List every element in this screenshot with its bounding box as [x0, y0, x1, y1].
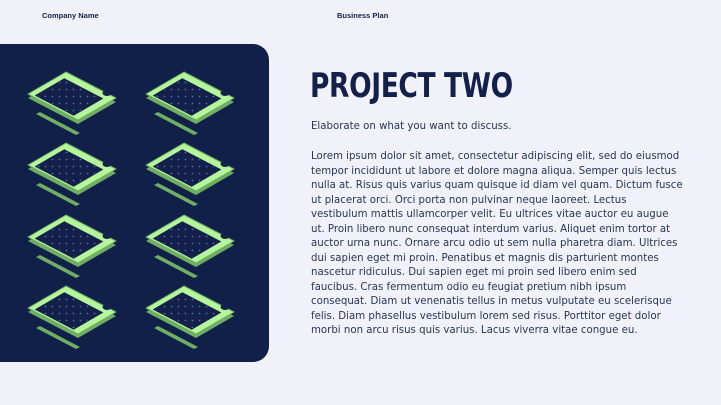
tablet-icon	[146, 72, 234, 135]
illustration-panel	[0, 44, 269, 362]
tablet-icon	[28, 72, 116, 135]
tablet-icon	[28, 143, 116, 206]
tablet-icon	[146, 143, 234, 206]
tablet-icon	[146, 286, 234, 349]
tablet-icon	[146, 215, 234, 278]
tablet-icon	[28, 286, 116, 349]
slide-subtitle: Elaborate on what you want to discuss.	[311, 121, 512, 132]
tablet-icon	[28, 215, 116, 278]
tablet-pattern-illustration	[0, 44, 269, 362]
company-name: Company Name	[42, 11, 99, 20]
slide-title: PROJECT TWO	[310, 66, 513, 106]
document-name: Business Plan	[337, 11, 389, 20]
slide-body-text: Lorem ipsum dolor sit amet, consectetur adipiscing elit, sed do eiusmod tempor incididunt ut labore et dolore magna aliqua. Semper quis lectus nulla at. Risus quis varius quam quisque id diam vel quam. Dictum fusce ut placerat orci. Orci porta non pulvinar neque laoreet. Lectus vestibulum mattis ullamcorper velit. Eu ultrices vitae auctor eu augue ut. Proin libero nunc consequat interdum varius. Aliquet enim tortor at auctor urna nunc. Ornare arcu odio ut sem nulla pharetra diam. Ultrices dui sapien eget mi proin. Penatibus et magnis dis parturient montes nascetur ridiculus. Dui sapien eget mi proin sed libero enim sed faucibus. Cras fermentum odio eu feugiat pretium nibh ipsum consequat. Diam ut venenatis tellus in metus vulputate eu scelerisque felis. Diam phasellus vestibulum lorem sed risus. Porttitor eget dolor morbi non arcu risus quis varius. Lacus viverra vitae congue eu.	[311, 151, 683, 336]
